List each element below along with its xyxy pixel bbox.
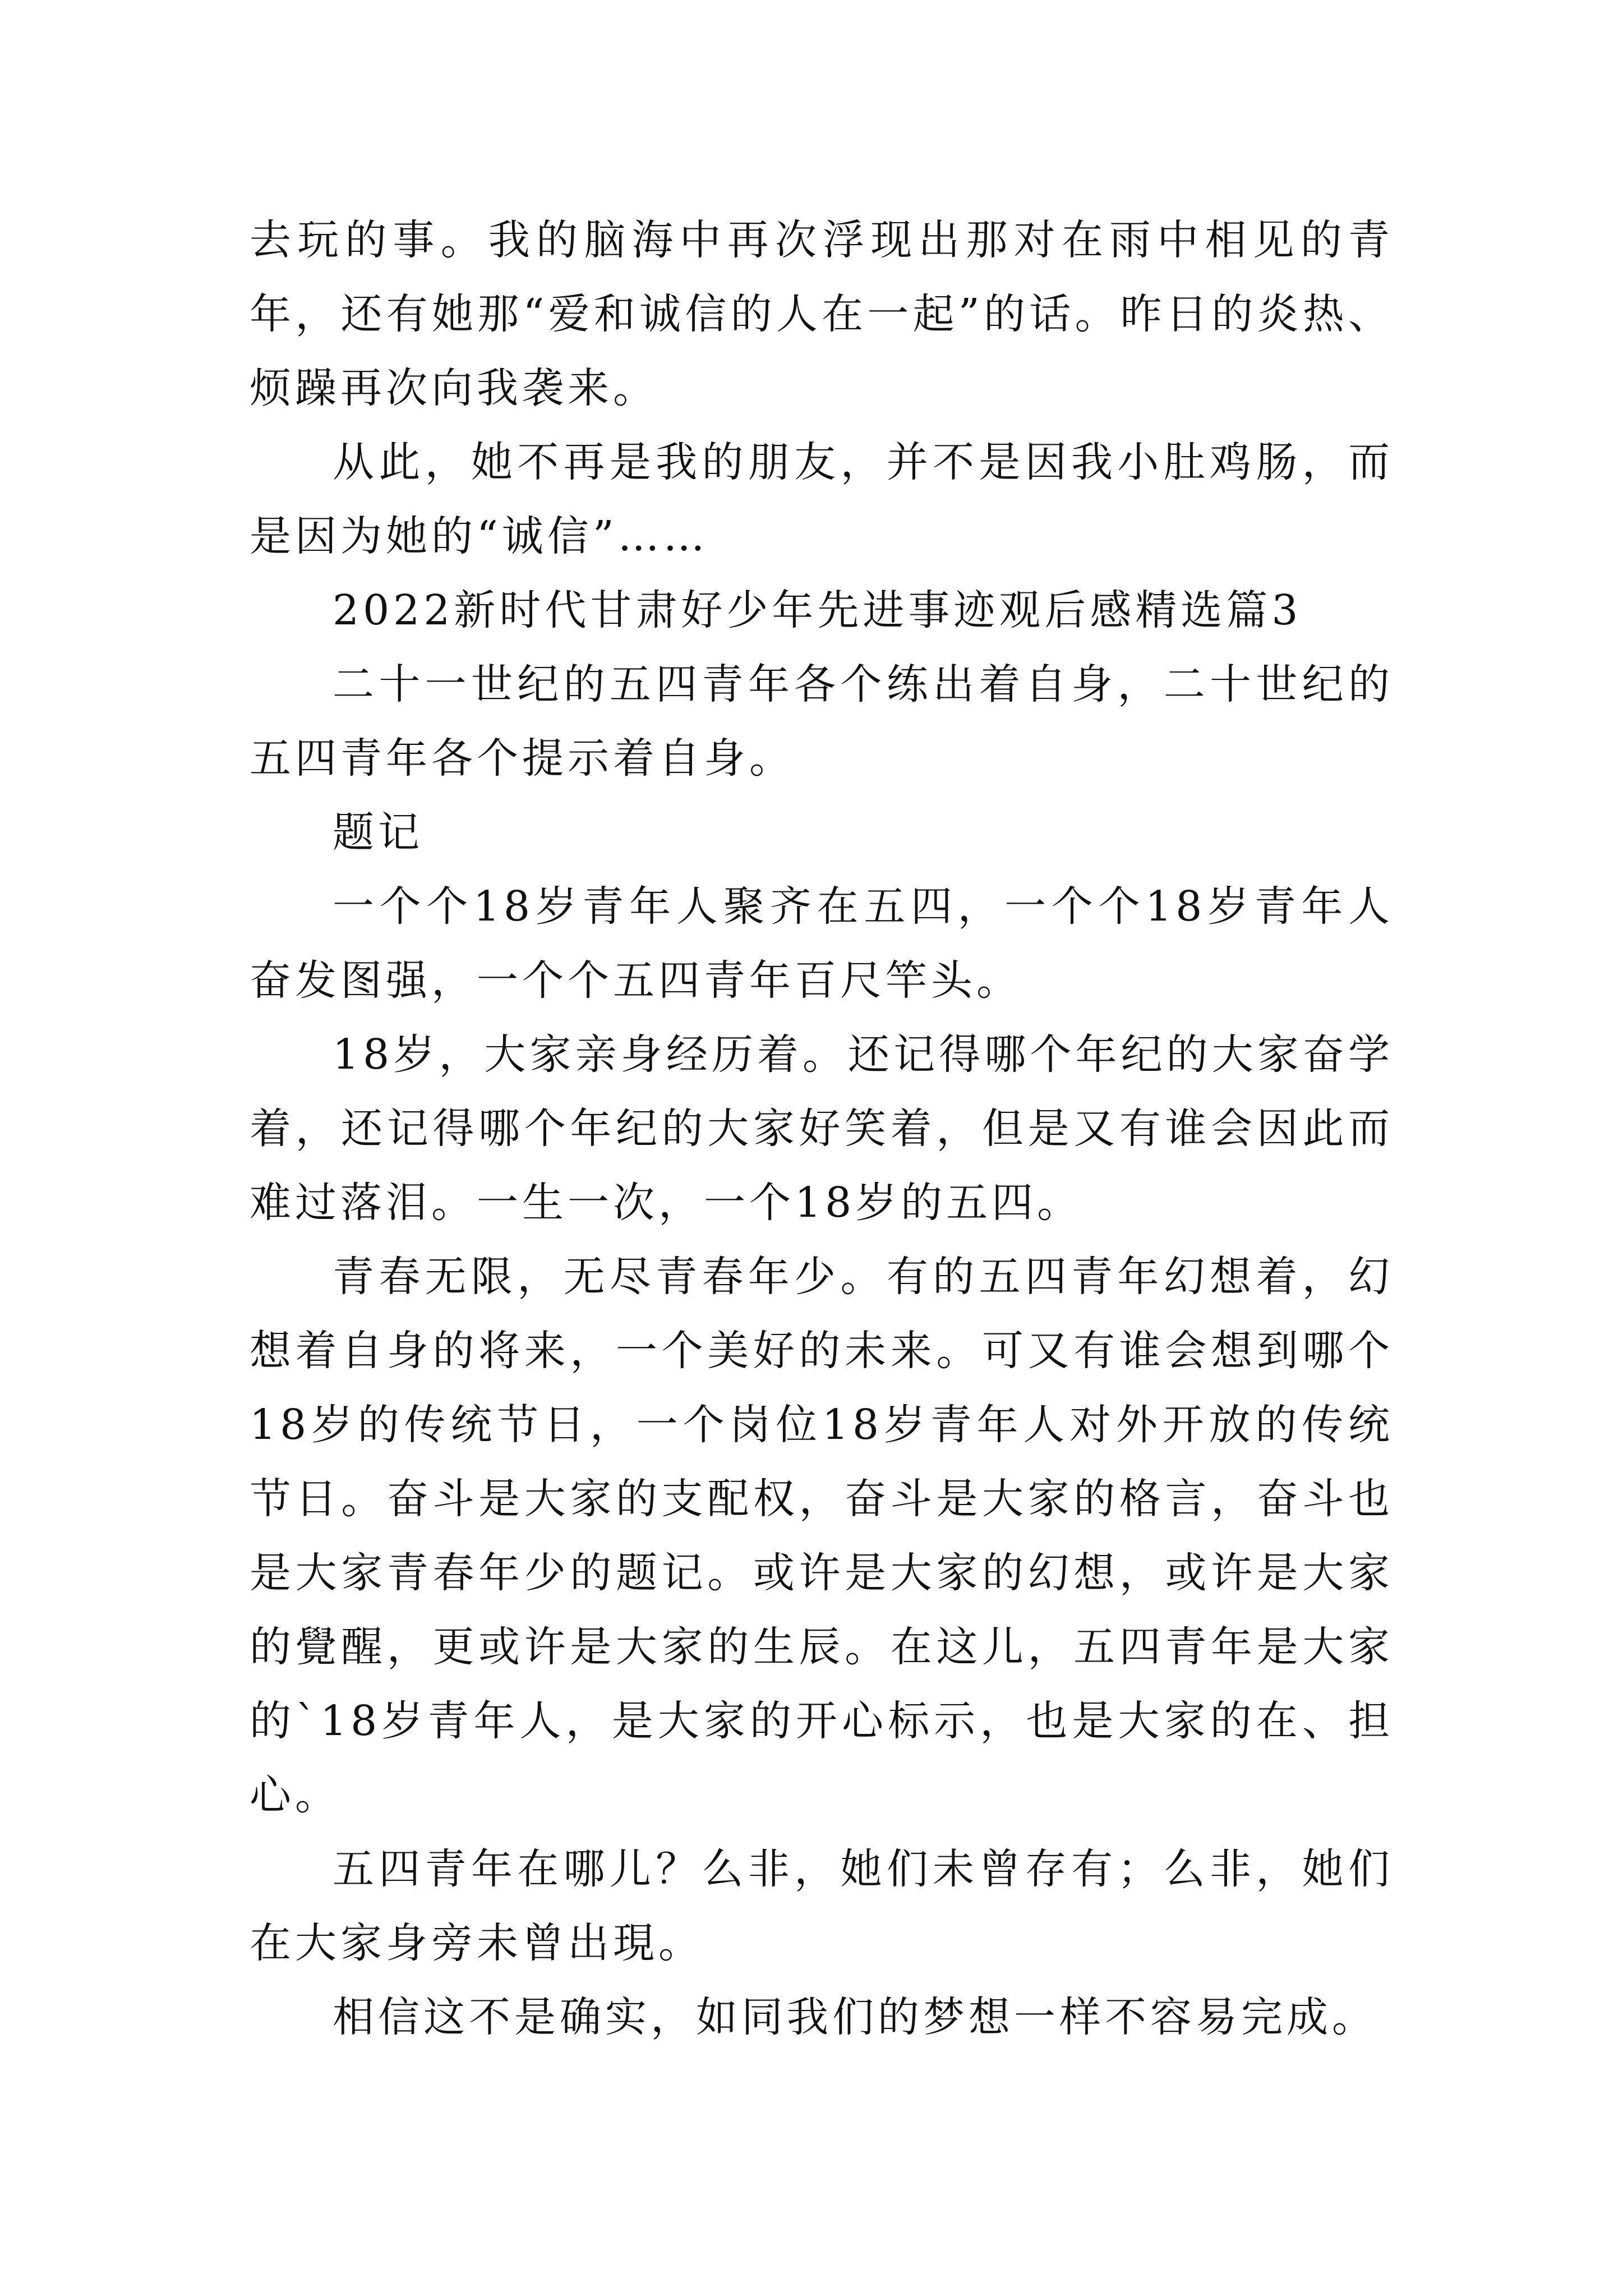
- paragraph-2: 从此，她不再是我的朋友，并不是因我小肚鸡肠，而是因为她的“诚信”……: [250, 438, 1394, 560]
- section-heading: 2022新时代甘肃好少年先进事迹观后感精选篇3: [333, 586, 1302, 634]
- paragraph-1: 去玩的事。我的脑海中再次浮现出那对在雨中相见的青年，还有她那“爱和诚信的人在一起”的话。昨日的炎热、烦躁再次向我袭来。: [250, 216, 1394, 412]
- paragraph-6: 青春无限，无尽青春年少。有的五四青年幻想着，幻想着自身的将来，一个美好的未来。可又有谁会想到哪个18岁的传统节日，一个岗位18岁青年人对外开放的传统节日。奋斗是大家的支配权，奋斗是大家的格言，奋斗也是大家青春年少的题记。或许是大家的幻想，或许是大家的覺醒，更或许是大家的生辰。在这儿，五四青年是大家的`18岁青年人，是大家的开心标示，也是大家的在、担心。: [250, 1253, 1394, 1819]
- paragraph-8: 相信这不是确实，如同我们的梦想一样不容易完成。: [333, 1993, 1377, 2041]
- epigraph-label: 题记: [333, 808, 423, 857]
- paragraph-5: 18岁，大家亲身经历着。还记得哪个年纪的大家奋学着，还记得哪个年纪的大家好笑着，但是又有谁会因此而难过落泪。一生一次，一个18岁的五四。: [250, 1030, 1394, 1227]
- paragraph-4: 一个个18岁青年人聚齐在五四，一个个18岁青年人奋发图强，一个个五四青年百尺竿头。: [250, 882, 1394, 1005]
- paragraph-3: 二十一世纪的五四青年各个练出着自身，二十世纪的五四青年各个提示着自身。: [250, 660, 1394, 783]
- document-body: [250, 203, 1394, 2054]
- paragraph-7: 五四青年在哪儿？么非，她们未曾存有；么非，她们在大家身旁未曾出現。: [250, 1845, 1394, 1967]
